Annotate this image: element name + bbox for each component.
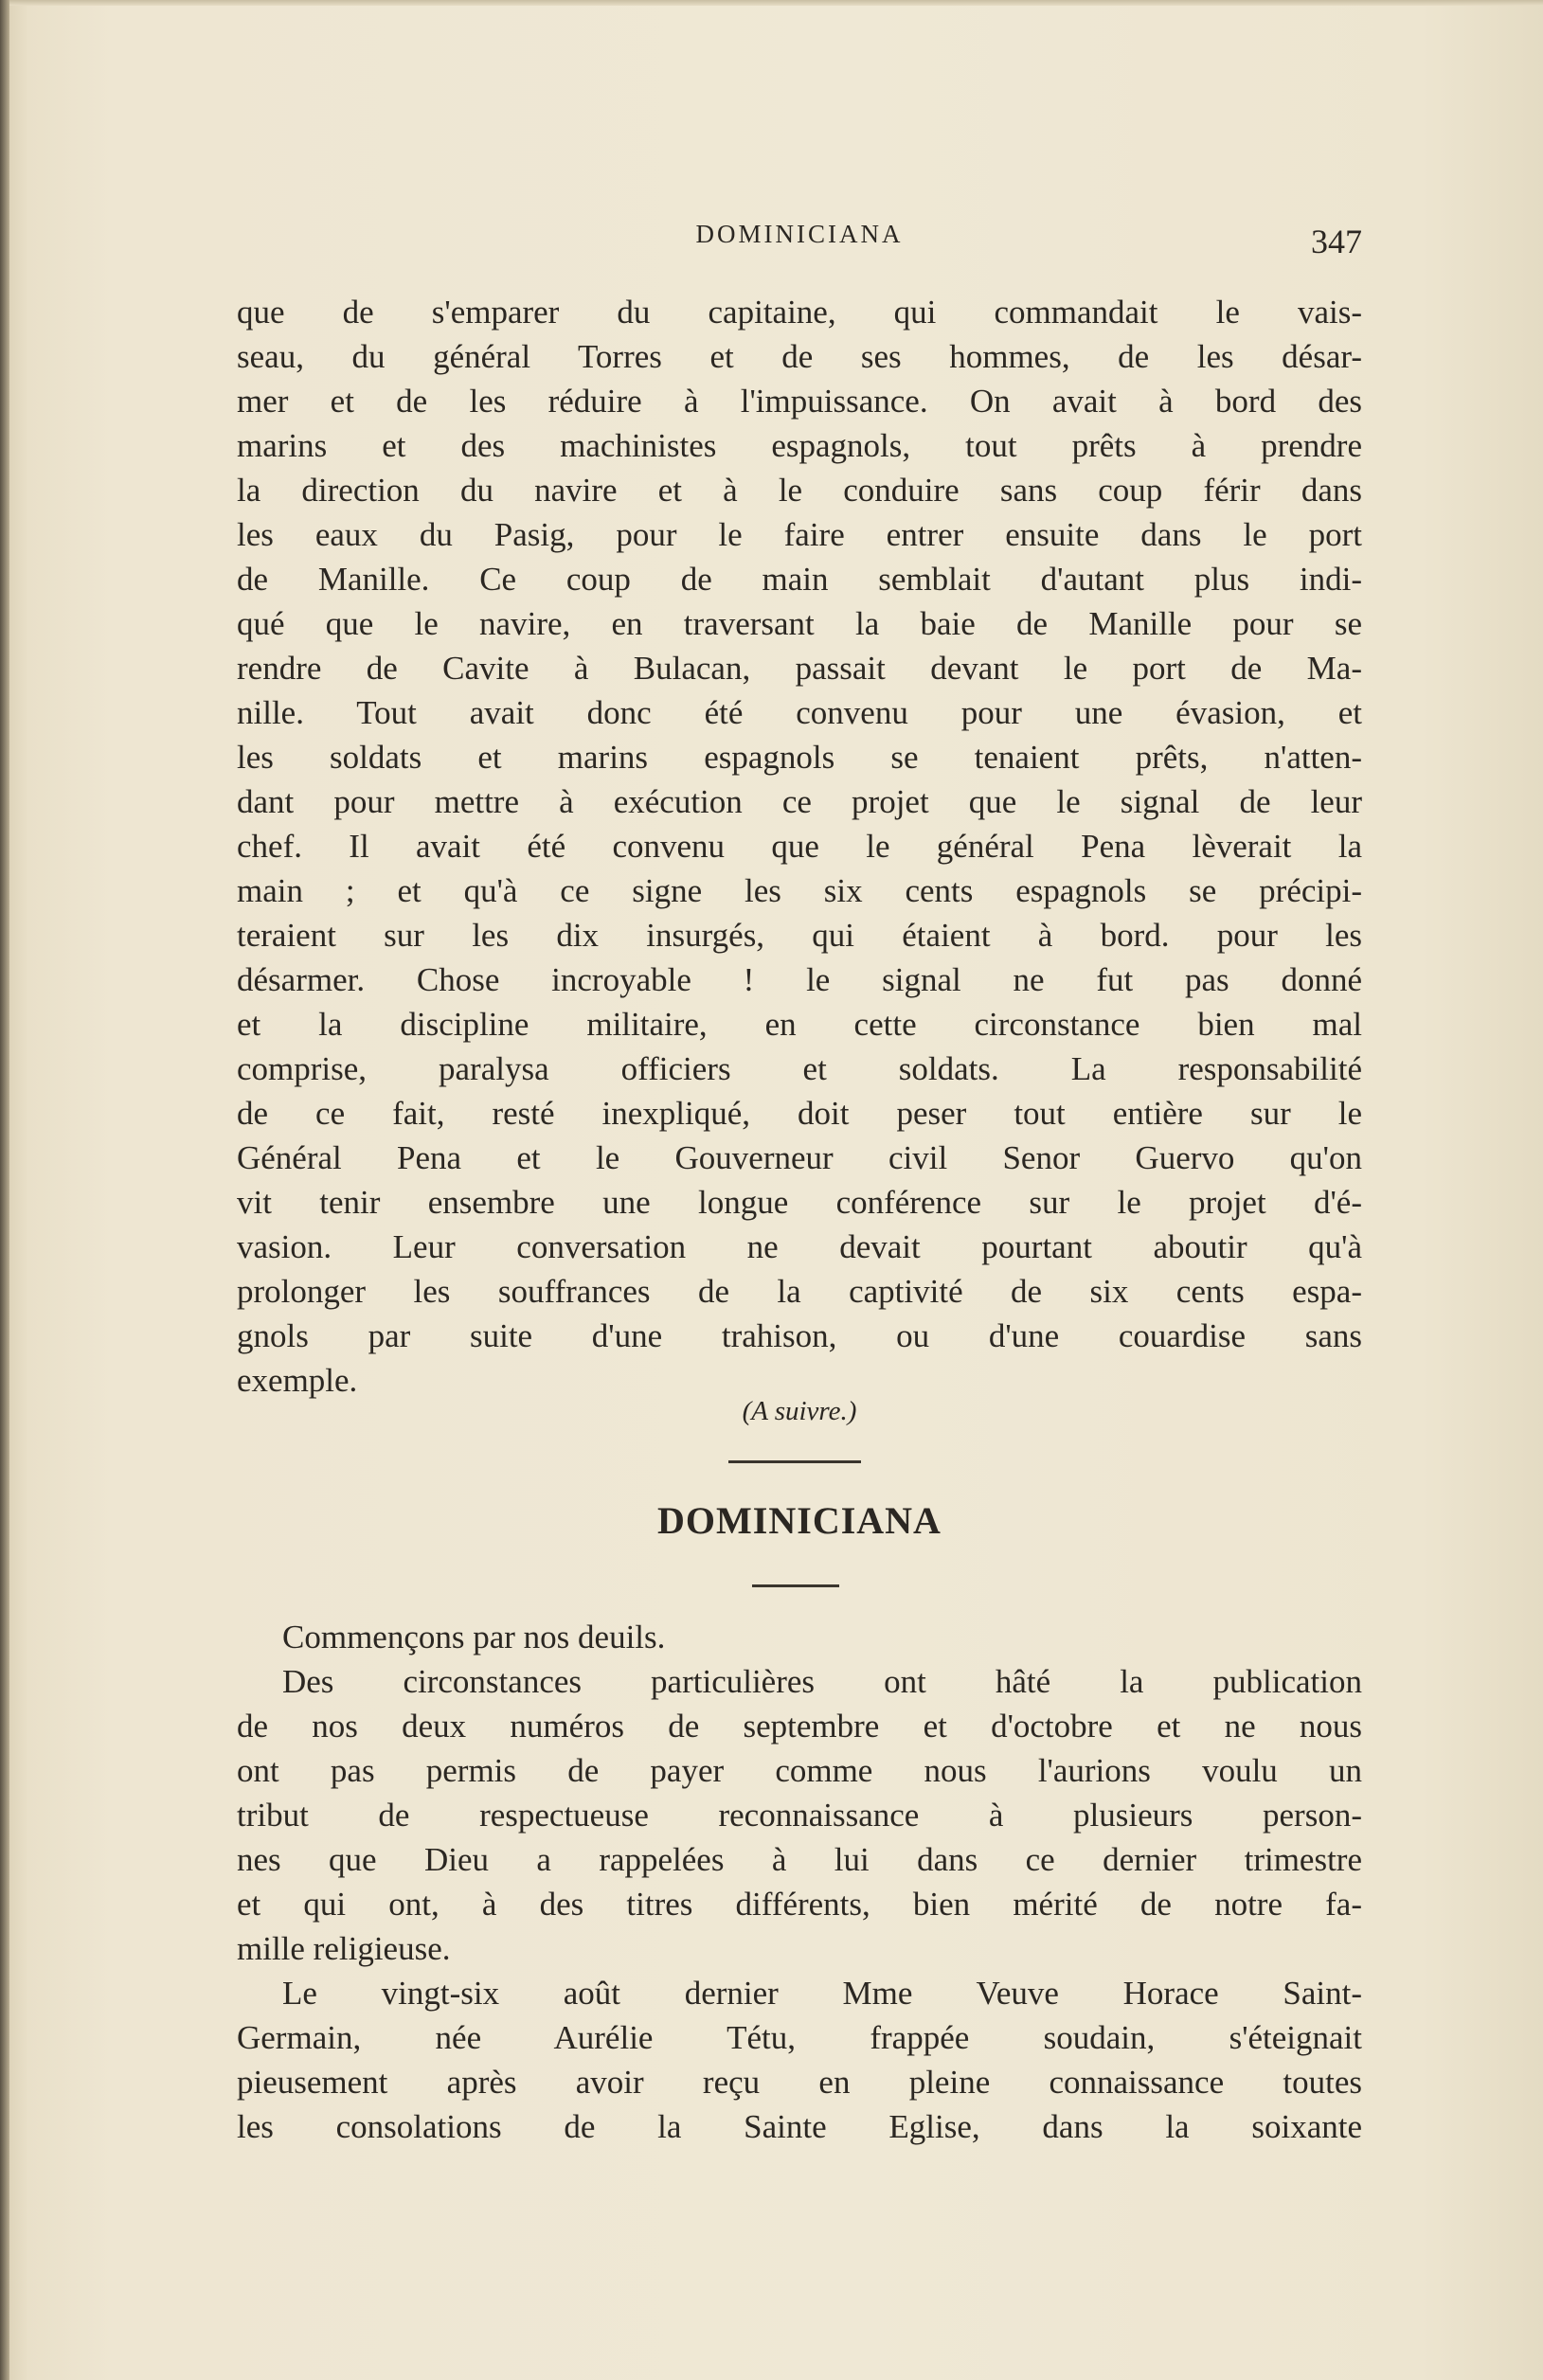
text-line: chef. Il avait été convenu que le général Pena lèverait la — [237, 828, 1362, 865]
page-binding-edge — [0, 0, 9, 2380]
text-line: de ce fait, resté inexpliqué, doit peser tout entière sur le — [237, 1095, 1362, 1132]
text-line: Des circonstances particulières ont hâté la publication — [282, 1663, 1362, 1700]
text-line: de nos deux numéros de septembre et d'octobre et ne nous — [237, 1708, 1362, 1745]
text-line: gnols par suite d'une trahison, ou d'une couardise sans — [237, 1317, 1362, 1354]
text-line: nille. Tout avait donc été convenu pour une évasion, et — [237, 694, 1362, 731]
text-line: main ; et qu'à ce signe les six cents espagnols se précipi- — [237, 872, 1362, 909]
text-line: et qui ont, à des titres différents, bien mérité de notre fa- — [237, 1886, 1362, 1923]
page-top-edge — [0, 0, 1543, 6]
text-line: rendre de Cavite à Bulacan, passait devant le port de Ma- — [237, 650, 1362, 687]
running-title: DOMINICIANA — [695, 220, 904, 248]
text-line: exemple. — [237, 1362, 358, 1399]
text-line: que de s'emparer du capitaine, qui commandait le vais- — [237, 294, 1362, 331]
text-line: les eaux du Pasig, pour le faire entrer ensuite dans le port — [237, 516, 1362, 553]
text-line: pieusement après avoir reçu en pleine connaissance toutes — [237, 2064, 1362, 2101]
text-line: et la discipline militaire, en cette circonstance bien mal — [237, 1006, 1362, 1043]
text-line: Le vingt-six août dernier Mme Veuve Horace Saint- — [282, 1975, 1362, 2012]
text-line: ont pas permis de payer comme nous l'aurions voulu un — [237, 1752, 1362, 1789]
text-line: seau, du général Torres et de ses hommes, de les désar- — [237, 338, 1362, 375]
text-line: prolonger les souffrances de la captivité de six cents espa- — [237, 1273, 1362, 1310]
title-underline — [752, 1584, 839, 1587]
text-line: qué que le navire, en traversant la baie de Manille pour se — [237, 605, 1362, 642]
text-line: Général Pena et le Gouverneur civil Senor Guervo qu'on — [237, 1139, 1362, 1176]
text-line: Germain, née Aurélie Tétu, frappée soudain, s'éteignait — [237, 2019, 1362, 2056]
text-line: tribut de respectueuse reconnaissance à plusieurs person- — [237, 1797, 1362, 1834]
text-line: vit tenir ensembre une longue conférence sur le projet d'é- — [237, 1184, 1362, 1221]
page-number: 347 — [1311, 223, 1362, 260]
body-paragraph-continued — [237, 290, 1362, 1403]
text-line: teraient sur les dix insurgés, qui étaient à bord. pour les — [237, 917, 1362, 954]
section-title: DOMINICIANA — [657, 1499, 942, 1542]
text-line: Commençons par nos deuils. — [282, 1619, 666, 1655]
body-paragraphs — [237, 1615, 1362, 2149]
text-line: mer et de les réduire à l'impuissance. On avait à bord des — [237, 383, 1362, 420]
text-line: de Manille. Ce coup de main semblait d'autant plus indi- — [237, 561, 1362, 598]
text-line: vasion. Leur conversation ne devait pourtant aboutir qu'à — [237, 1228, 1362, 1265]
text-line: désarmer. Chose incroyable ! le signal ne fut pas donné — [237, 961, 1362, 998]
running-head — [237, 220, 1362, 258]
text-line: la direction du navire et à le conduire sans coup férir dans — [237, 472, 1362, 509]
text-line: marins et des machinistes espagnols, tout prêts à prendre — [237, 427, 1362, 464]
text-line: les consolations de la Sainte Eglise, dans la soixante — [237, 2108, 1362, 2145]
text-line: comprise, paralysa officiers et soldats. La responsabilité — [237, 1050, 1362, 1087]
to-be-continued-note: (A suivre.) — [742, 1396, 857, 1426]
section-divider — [728, 1460, 861, 1463]
text-line: nes que Dieu a rappelées à lui dans ce dernier trimestre — [237, 1841, 1362, 1878]
text-line: les soldats et marins espagnols se tenaient prêts, n'atten- — [237, 739, 1362, 776]
text-line: dant pour mettre à exécution ce projet que le signal de leur — [237, 783, 1362, 820]
text-line: mille religieuse. — [237, 1930, 451, 1967]
